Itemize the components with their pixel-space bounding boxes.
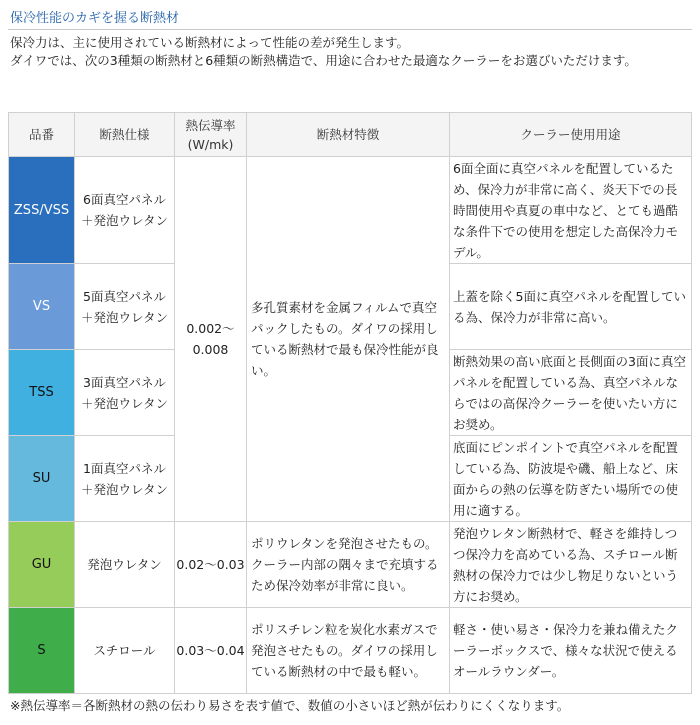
table-row — [9, 522, 692, 608]
row-spec: 発泡ウレタン — [75, 522, 175, 608]
table-header-row — [9, 113, 692, 157]
header-feature: 断熱材特徴 — [247, 113, 450, 157]
row-code-su: SU — [9, 436, 75, 522]
header-usage: クーラー使用用途 — [450, 113, 692, 157]
intro-text — [10, 34, 690, 70]
footnote: ※熱伝導率＝各断熱材の熱の伝わり易さを表す値で、数値の小さいほど熱が伝わりにくくなります。 — [10, 698, 570, 713]
row-conductivity: 0.03〜0.04 — [175, 608, 247, 694]
row-code-tss: TSS — [9, 350, 75, 436]
table-row — [9, 157, 692, 264]
row-spec: 6面真空パネル ＋発泡ウレタン — [75, 157, 175, 264]
section-title: 保冷性能のカギを握る断熱材 — [8, 4, 692, 30]
header-conductivity — [175, 113, 247, 157]
row-usage: 断熱効果の高い底面と長側面の3面に真空パネルを配置している為、真空パネルならではの高保冷クーラーを使いたい方にお奨め。 — [450, 350, 692, 436]
row-usage: 底面にピンポイントで真空パネルを配置している為、防波堤や磯、船上など、床面からの熱の伝導を防ぎたい場所での使用に適する。 — [450, 436, 692, 522]
header-spec: 断熱仕様 — [75, 113, 175, 157]
row-spec: スチロール — [75, 608, 175, 694]
row-code-gu: GU — [9, 522, 75, 608]
row-usage: 軽さ・使い易さ・保冷力を兼ね備えたクーラーボックスで、様々な状況で使えるオールラウンダー。 — [450, 608, 692, 694]
row-spec: 1面真空パネル ＋発泡ウレタン — [75, 436, 175, 522]
row-feature: ポリウレタンを発泡させたもの。クーラー内部の隅々まで充填するため保冷効率が非常に良い。 — [247, 522, 450, 608]
row-usage: 6面全面に真空パネルを配置しているため、保冷力が非常に高く、炎天下での長時間使用や真夏の車中など、とても過酷な条件下での使用を想定した高保冷力モデル。 — [450, 157, 692, 264]
header-conductivity-unit: (W/mk) — [187, 136, 234, 152]
row-spec: 3面真空パネル ＋発泡ウレタン — [75, 350, 175, 436]
insulation-table — [8, 112, 692, 694]
table-row — [9, 608, 692, 694]
intro-line-1: 保冷力は、主に使用されている断熱材によって性能の差が発生します。 — [10, 35, 410, 50]
row-code-zss-vss: ZSS/VSS — [9, 157, 75, 264]
row-feature: ポリスチレン粒を炭化水素ガスで発泡させたもの。ダイワの採用している断熱材の中で最も軽い。 — [247, 608, 450, 694]
intro-line-2: ダイワでは、次の3種類の断熱材と6種類の断熱構造で、用途に合わせた最適なクーラーをお選びいただけます。 — [10, 53, 637, 68]
row-spec: 5面真空パネル ＋発泡ウレタン — [75, 264, 175, 350]
header-conductivity-label: 熱伝導率 — [185, 117, 236, 133]
vacuum-conductivity: 0.002〜0.008 — [175, 157, 247, 522]
row-conductivity: 0.02〜0.03 — [175, 522, 247, 608]
header-code: 品番 — [9, 113, 75, 157]
row-code-vs: VS — [9, 264, 75, 350]
row-usage: 上蓋を除く5面に真空パネルを配置している為、保冷力が非常に高い。 — [450, 264, 692, 350]
vacuum-feature: 多孔質素材を金属フィルムで真空パックしたもの。ダイワの採用している断熱材で最も保冷性能が良い。 — [247, 157, 450, 522]
row-code-s: S — [9, 608, 75, 694]
row-usage: 発泡ウレタン断熱材で、軽さを維持しつつ保冷力を高めている為、スチロール断熱材の保冷力では少し物足りないという方にお奨め。 — [450, 522, 692, 608]
